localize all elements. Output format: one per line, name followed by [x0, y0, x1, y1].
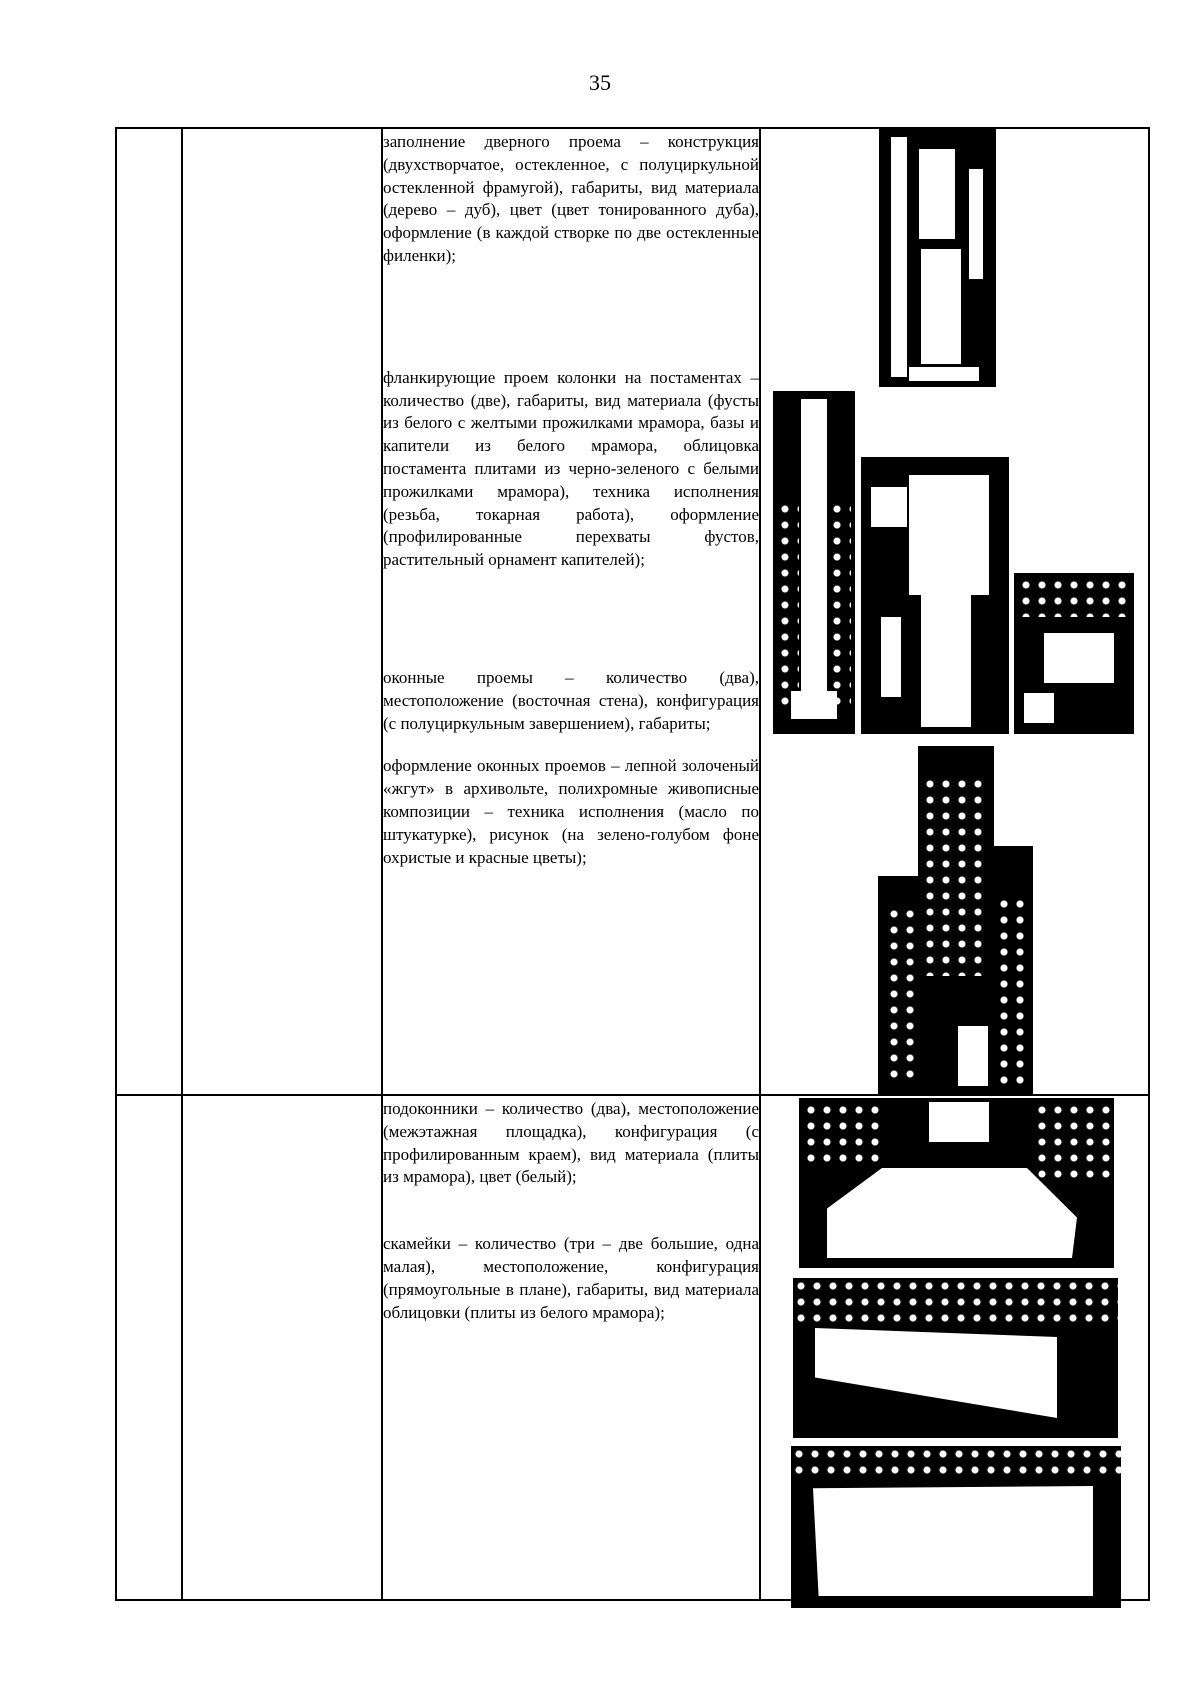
- window-decor-text: оформление оконных проемов – лепной золоченый «жгут» в архивольте, полихромные живописные композиции – техника исполнения (масло по штукатурке), рисунок (на зелено-голубом фоне охристые и красные цветы);: [383, 756, 759, 867]
- name-cell: [182, 128, 382, 1095]
- door-opening-text: заполнение дверного проема – конструкция (двухстворчатое, остекленное, с полуциркульной остекленной фрамугой), габариты, вид материала (дерево – дуб), цвет (цвет тонированного дуба), оформление (в каждой створке по две остекленные филенки);: [383, 132, 759, 265]
- number-cell: [116, 1095, 182, 1600]
- windowsill-photo: [799, 1098, 1114, 1268]
- door-photo: [879, 129, 996, 387]
- window-photo: [878, 746, 1033, 1096]
- description-cell: [382, 1095, 760, 1600]
- benches-text: скамейки – количество (три – две большие, одна малая), местоположение, конфигурация (прямоугольные в плане), габариты, вид материала облицовки (плиты из белого мрамора);: [383, 1234, 759, 1322]
- description-cell: [382, 128, 760, 1095]
- column-capital-photo: [861, 457, 1009, 734]
- column-shaft-photo: [773, 391, 855, 734]
- name-cell: [182, 1095, 382, 1600]
- features-table: [115, 127, 1150, 1601]
- windowsills-text: подоконники – количество (два), местоположение (межэтажная площадка), конфигурация (с профилированным краем), вид материала (плиты из мрамора), цвет (белый);: [383, 1099, 759, 1187]
- photos-cell: [760, 128, 1149, 1095]
- table-row: [116, 1095, 1149, 1600]
- bench-photo-large: [793, 1278, 1118, 1438]
- photos-cell: [760, 1095, 1149, 1600]
- number-cell: [116, 128, 182, 1095]
- bench-photo-small: [791, 1446, 1121, 1608]
- page-number: 35: [589, 70, 611, 95]
- table-row: [116, 128, 1149, 1095]
- columns-text: фланкирующие проем колонки на постаментах – количество (две), габариты, вид материала (фусты из белого с желтыми прожилками мрамора, базы и капители из белого мрамора, облицовка постамента плитами из черно-зеленого с белыми прожилками мрамора), техника исполнения (резьба, токарная работа), оформление (профилированные перехваты фустов, растительный орнамент капителей);: [383, 367, 759, 570]
- column-base-photo: [1014, 573, 1134, 734]
- windows-text: оконные проемы – количество (два), местоположение (восточная стена), конфигурация (с полуциркульным завершением), габариты;: [383, 667, 759, 733]
